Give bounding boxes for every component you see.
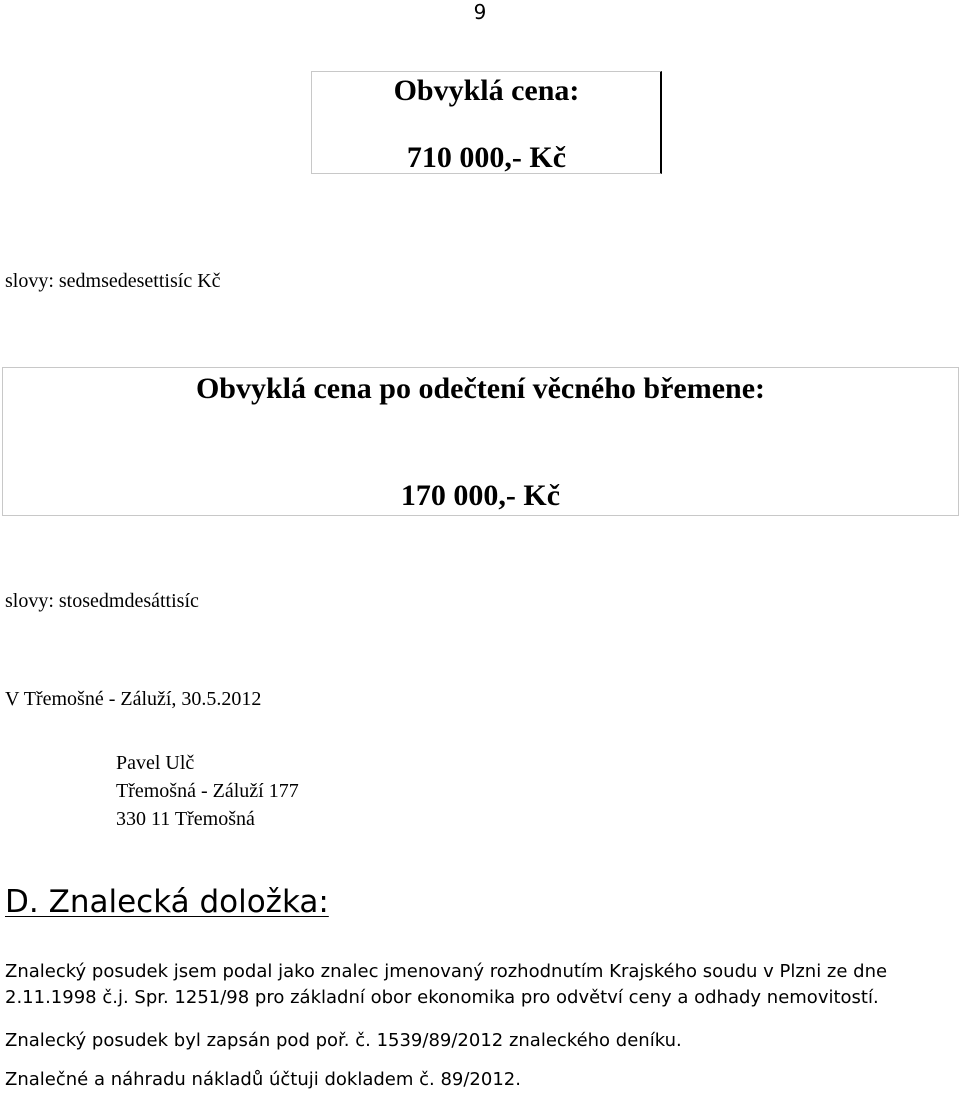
usual-price-in-words: slovy: sedmsedesettisíc Kč: [5, 270, 221, 292]
usual-price-value: 710 000,- Kč: [406, 141, 567, 174]
signature-address-line2: 330 11 Třemošná: [116, 808, 255, 830]
place-and-date: V Třemošné - Záluží, 30.5.2012: [5, 688, 262, 710]
expert-clause-line: Znalecký posudek jsem podal jako znalec jmenovaný rozhodnutím Krajského soudu v Plzni ze dne: [5, 961, 888, 982]
expert-clause-line: Znalecký posudek byl zapsán pod poř. č. 1539/89/2012 znaleckého deníku.: [5, 1030, 682, 1051]
page-number: 9: [473, 0, 487, 24]
price-after-easement-value: 170 000,- Kč: [400, 479, 561, 512]
price-after-easement-in-words: slovy: stosedmdesáttisíc: [5, 590, 199, 612]
price-after-easement-title: Obvyklá cena po odečtení věcného břemene:: [195, 372, 766, 405]
expert-clause-line: Znalečné a náhradu nákladů účtuji dokladem č. 89/2012.: [5, 1069, 521, 1090]
signature-address-line1: Třemošná - Záluží 177: [116, 780, 299, 802]
usual-price-title: Obvyklá cena:: [393, 74, 580, 107]
expert-clause-line: 2.11.1998 č.j. Spr. 1251/98 pro základní obor ekonomika pro odvětví ceny a odhady nemovitostí.: [5, 987, 879, 1008]
expert-clause-heading: D. Znalecká doložka:: [5, 884, 329, 920]
signature-name: Pavel Ulč: [116, 752, 195, 774]
